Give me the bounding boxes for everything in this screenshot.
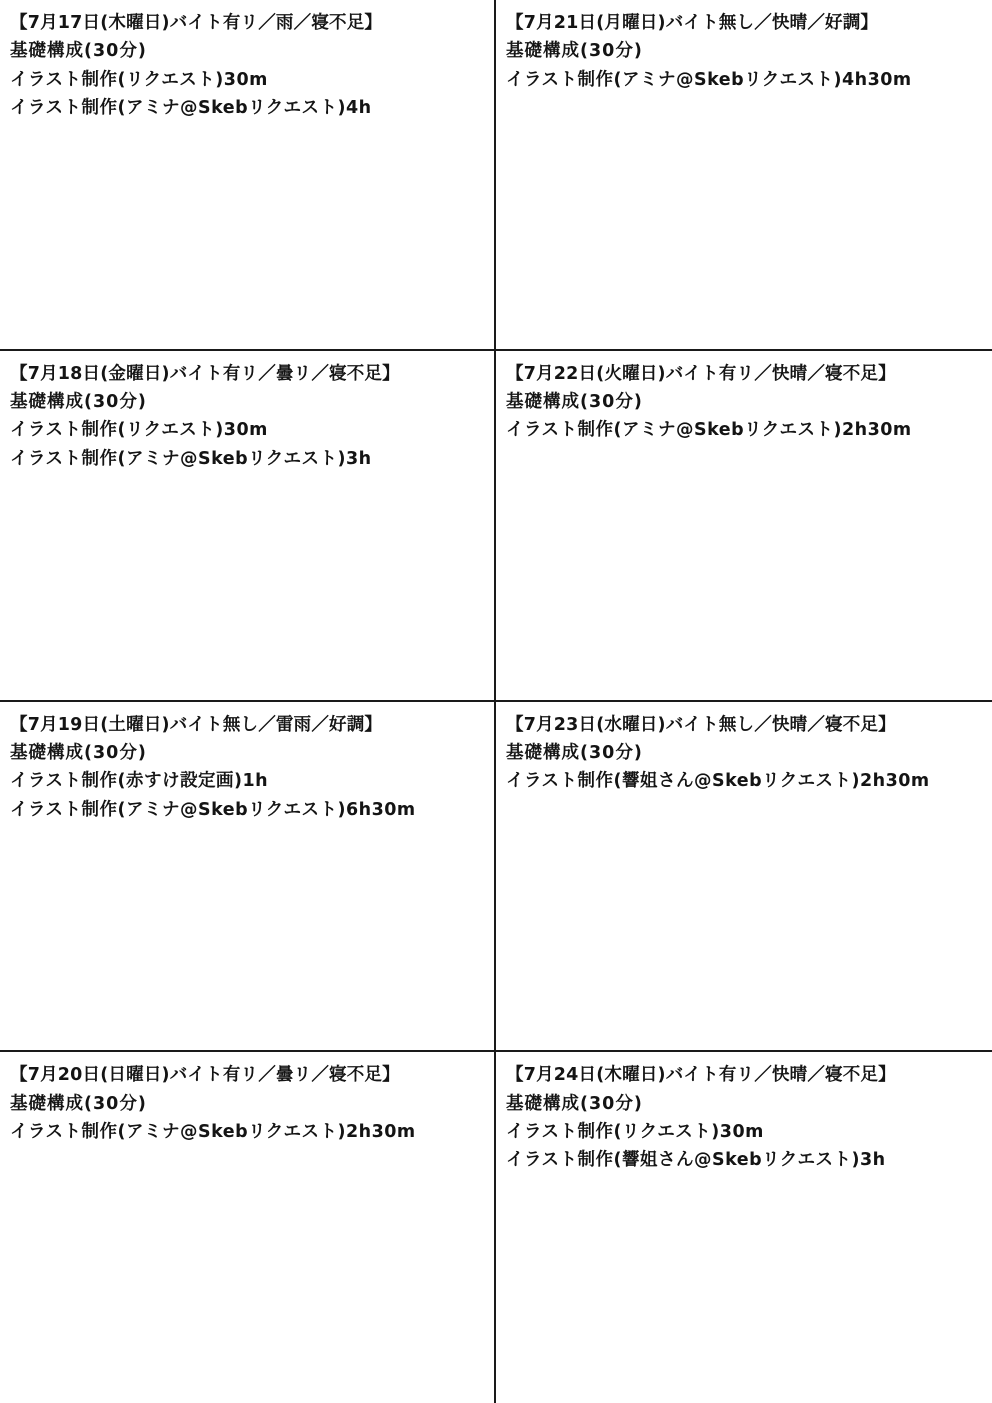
log-entry-line: 基礎構成(30分)	[10, 1093, 147, 1114]
log-entry-line: イラスト制作(リクエスト)30m	[10, 69, 268, 90]
log-cell-jul-20	[0, 1052, 496, 1403]
log-entry-line: 基礎構成(30分)	[506, 1093, 643, 1114]
log-entry-header: 【7月24日(木曜日)バイト有リ／快晴／寝不足】	[506, 1065, 896, 1086]
log-entry-line: 基礎構成(30分)	[506, 41, 643, 62]
log-cell-jul-19	[0, 702, 496, 1053]
log-entry-header: 【7月20日(日曜日)バイト有リ／曇リ／寝不足】	[10, 1065, 400, 1086]
log-cell-jul-21	[496, 0, 992, 351]
log-entry-line: イラスト制作(アミナ@Skebリクエスト)6h30m	[10, 799, 416, 820]
log-entry-header: 【7月22日(火曜日)バイト有リ／快晴／寝不足】	[506, 363, 896, 384]
log-entry-line: イラスト制作(アミナ@Skebリクエスト)4h	[10, 98, 372, 119]
log-entry-line: イラスト制作(リクエスト)30m	[506, 1121, 764, 1142]
log-entry-line: イラスト制作(アミナ@Skebリクエスト)3h	[10, 448, 372, 469]
log-entry-header: 【7月21日(月曜日)バイト無し／快晴／好調】	[506, 13, 879, 33]
log-entry-line: イラスト制作(リクエスト)30m	[10, 420, 268, 441]
log-cell-jul-24	[496, 1052, 992, 1403]
log-cell-jul-18	[0, 351, 496, 702]
log-entry-line: 基礎構成(30分)	[506, 742, 643, 763]
log-cell-jul-17	[0, 0, 496, 351]
log-entry-line: イラスト制作(響姐さん@Skebリクエスト)3h	[506, 1150, 886, 1171]
log-entry-header: 【7月19日(土曜日)バイト無し／雷雨／好調】	[10, 714, 383, 735]
log-entry-line: イラスト制作(アミナ@Skebリクエスト)2h30m	[506, 420, 912, 441]
log-entry-line: 基礎構成(30分)	[10, 41, 147, 62]
log-cell-jul-23	[496, 702, 992, 1053]
log-entry-line: イラスト制作(アミナ@Skebリクエスト)4h30m	[506, 69, 912, 90]
log-entry-line: 基礎構成(30分)	[10, 742, 147, 763]
log-entry-line: 基礎構成(30分)	[506, 392, 643, 413]
log-cell-jul-22	[496, 351, 992, 702]
log-entry-line: イラスト制作(響姐さん@Skebリクエスト)2h30m	[506, 771, 930, 792]
log-entry-header: 【7月17日(木曜日)バイト有リ／雨／寝不足】	[10, 13, 383, 33]
log-entry-header: 【7月23日(水曜日)バイト無し／快晴／寝不足】	[506, 714, 896, 735]
log-entry-header: 【7月18日(金曜日)バイト有リ／曇リ／寝不足】	[10, 363, 400, 384]
log-entry-line: 基礎構成(30分)	[10, 392, 147, 413]
log-entry-line: イラスト制作(アミナ@Skebリクエスト)2h30m	[10, 1121, 416, 1142]
log-entry-line: イラスト制作(赤すけ設定画)1h	[10, 771, 269, 792]
